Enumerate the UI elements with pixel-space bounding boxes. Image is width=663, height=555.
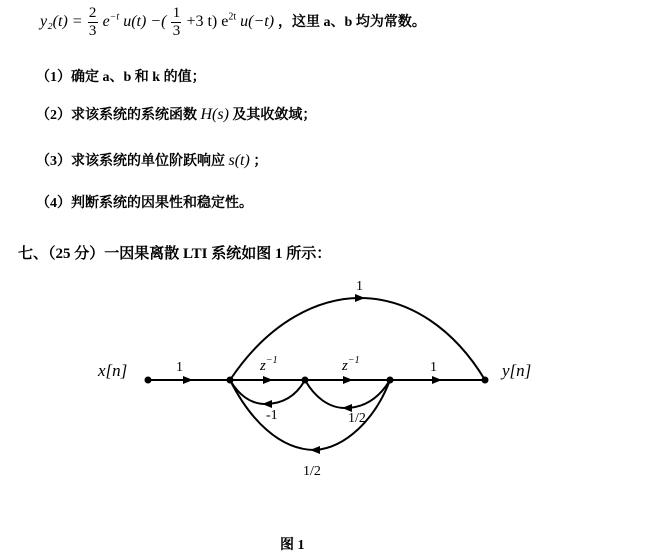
node-3	[387, 377, 394, 384]
node-input	[145, 377, 152, 384]
gain-feedforward: 1	[356, 279, 363, 294]
exp-term-1: $e^{-t}$	[102, 11, 120, 31]
arrow-feedforward	[355, 294, 365, 302]
equation-note: ，这里 a、b 均为常数。	[278, 15, 426, 31]
step-term-1: u(t) −(	[123, 13, 167, 31]
equation-line	[40, 6, 426, 39]
system-function-symbol: H(s)	[200, 106, 229, 123]
delay-2-label: $z^{-1}$	[342, 355, 360, 374]
equation-lhs: y₂(t) =	[40, 13, 83, 31]
arrow-delay-1	[263, 376, 273, 384]
edge-feedforward	[230, 298, 485, 380]
exp-term-2: +3 t) $e^{2t}$	[186, 11, 237, 31]
question-3: （3）求该系统的单位阶跃响应 s(t) ；	[36, 152, 268, 169]
output-label: y[n]	[502, 361, 532, 380]
delay-1-label: $z^{-1}$	[260, 355, 278, 374]
arrow-output	[432, 376, 442, 384]
gain-output: 1	[430, 360, 437, 375]
node-output	[482, 377, 489, 384]
feedback-2-label: 1/2	[348, 411, 366, 426]
signal-flow-graph	[0, 270, 663, 500]
arrow-delay-2	[343, 376, 353, 384]
section-heading: 七、（25 分）一因果离散 LTI 系统如图 1 所示：	[18, 246, 332, 262]
step-response-symbol: s(t)	[228, 152, 250, 169]
fraction-two-thirds: $\frac{2}{3}$	[88, 5, 97, 39]
question-1: （1）确定 a、b 和 k 的值；	[36, 70, 206, 85]
input-label: x[n]	[98, 361, 128, 380]
arrow-feedback-1	[262, 400, 272, 408]
arrow-input	[183, 376, 193, 384]
question-2: （2）求该系统的系统函数 H(s) 及其收敛域；	[36, 106, 317, 123]
step-term-2: u(−t)	[240, 13, 275, 31]
node-1	[227, 377, 234, 384]
feedback-3-label: 1/2	[303, 464, 321, 479]
feedback-1-label: -1	[266, 408, 278, 423]
fraction-one-third: $\frac{1}{3}$	[172, 5, 181, 39]
figure-caption: 图 1	[280, 538, 305, 553]
edge-feedback-2	[305, 380, 390, 408]
edge-feedback-3	[230, 380, 390, 450]
gain-input: 1	[176, 360, 183, 375]
question-4: （4）判断系统的因果性和稳定性。	[36, 196, 253, 211]
node-2	[302, 377, 309, 384]
arrow-feedback-3	[310, 446, 320, 454]
